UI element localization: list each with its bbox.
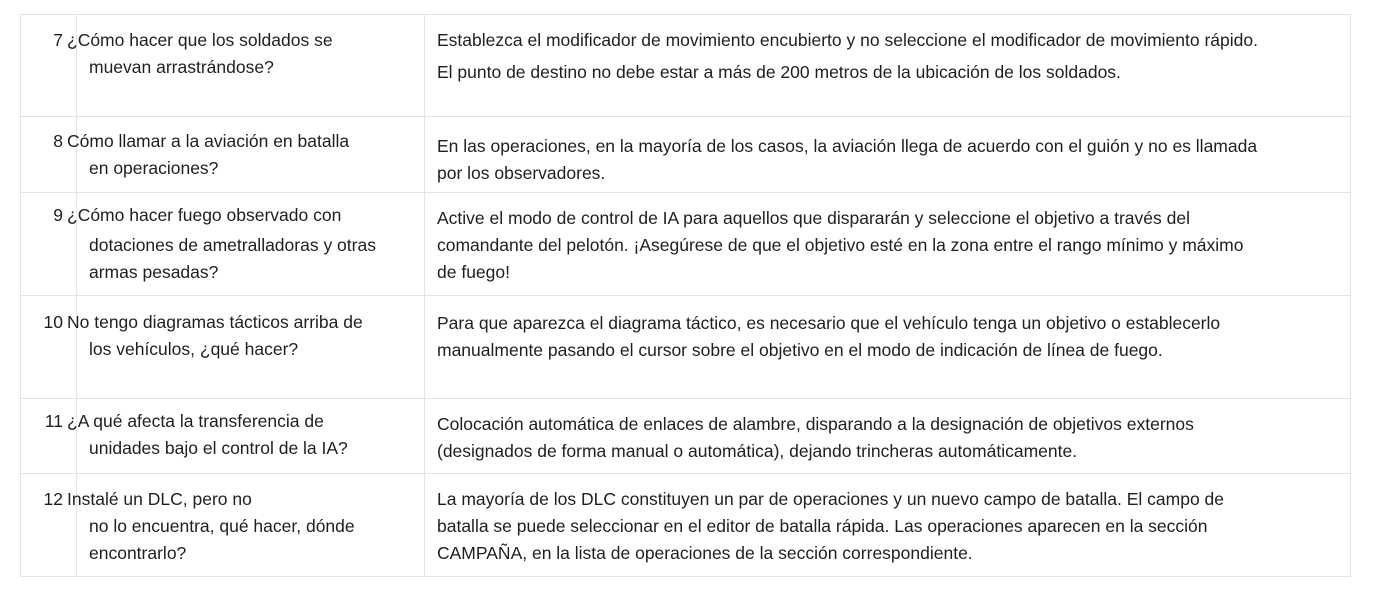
answer-line: Active el modo de control de IA para aquellos que dispararán y seleccione el objetivo a través del	[437, 208, 1190, 228]
question-cell	[21, 399, 425, 474]
faq-table	[20, 14, 1351, 577]
question-number: 7	[53, 30, 63, 50]
answer-line: Establezca el modificador de movimiento encubierto y no seleccione el modificador de movimiento rápido.	[437, 30, 1258, 50]
question-text	[67, 486, 416, 567]
answer-cell	[425, 474, 1351, 577]
question-line: ¿A qué afecta la transferencia de	[67, 411, 324, 431]
question-text	[67, 128, 416, 182]
question-text	[67, 202, 416, 286]
question-number: 8	[53, 131, 63, 151]
answer-line: En las operaciones, en la mayoría de los casos, la aviación llega de acuerdo con el guión y no es llamada	[437, 136, 1258, 156]
faq-row	[21, 296, 1351, 399]
answer-line: manualmente pasando el cursor sobre el objetivo en el modo de indicación de línea de fuego.	[437, 340, 1163, 360]
answer-cell	[425, 117, 1351, 193]
question-cell	[21, 117, 425, 193]
answer-line: (designados de forma manual o automática), dejando trincheras automáticamente.	[437, 441, 1078, 461]
answer-line: de fuego!	[437, 262, 510, 282]
question-text	[67, 408, 416, 462]
answer-cell	[425, 399, 1351, 474]
answer-cell	[425, 193, 1351, 296]
question-number: 12	[43, 489, 63, 509]
answer-line: batalla se puede seleccionar en el editor de batalla rápida. Las operaciones aparecen en la sección	[437, 516, 1208, 536]
question-line: muevan arrastrándose?	[89, 57, 274, 77]
question-number: 9	[53, 205, 63, 225]
answer-cell	[425, 296, 1351, 399]
question-line: Cómo llamar a la aviación en batalla	[67, 131, 350, 151]
question-line: ¿Cómo hacer fuego observado con	[67, 205, 342, 225]
answer-line: El punto de destino no debe estar a más de 200 metros de la ubicación de los soldados.	[437, 62, 1121, 82]
faq-row	[21, 399, 1351, 474]
question-number: 10	[43, 312, 63, 332]
question-text	[67, 27, 416, 81]
question-text	[67, 309, 416, 363]
question-line: ¿Cómo hacer que los soldados se	[67, 30, 333, 50]
answer-line: Colocación automática de enlaces de alambre, disparando a la designación de objetivos externos	[437, 414, 1194, 434]
question-cell	[21, 193, 425, 296]
question-line: los vehículos, ¿qué hacer?	[89, 339, 299, 359]
faq-row	[21, 474, 1351, 577]
question-line: en operaciones?	[89, 158, 219, 178]
question-line: unidades bajo el control de la IA?	[89, 438, 348, 458]
answer-line: por los observadores.	[437, 163, 606, 183]
question-cell	[21, 296, 425, 399]
question-cell	[21, 474, 425, 577]
question-line: No tengo diagramas tácticos arriba de	[67, 312, 363, 332]
faq-row	[21, 15, 1351, 117]
question-line: dotaciones de ametralladoras y otras	[89, 235, 376, 255]
answer-line: La mayoría de los DLC constituyen un par de operaciones y un nuevo campo de batalla. El campo de	[437, 489, 1225, 509]
answer-line: Para que aparezca el diagrama táctico, es necesario que el vehículo tenga un objetivo o establecerlo	[437, 313, 1221, 333]
answer-line: comandante del pelotón. ¡Asegúrese de que el objetivo esté en la zona entre el rango mínimo y máximo	[437, 235, 1244, 255]
question-line: Instalé un DLC, pero no	[67, 489, 252, 509]
question-line: no lo encuentra, qué hacer, dónde	[89, 516, 355, 536]
answer-line: CAMPAÑA, en la lista de operaciones de la sección correspondiente.	[437, 543, 973, 563]
question-line: encontrarlo?	[89, 543, 187, 563]
answer-cell	[425, 15, 1351, 117]
question-cell	[21, 15, 425, 117]
question-number: 11	[44, 411, 63, 431]
faq-row	[21, 117, 1351, 193]
question-line: armas pesadas?	[89, 262, 219, 282]
faq-row	[21, 193, 1351, 296]
